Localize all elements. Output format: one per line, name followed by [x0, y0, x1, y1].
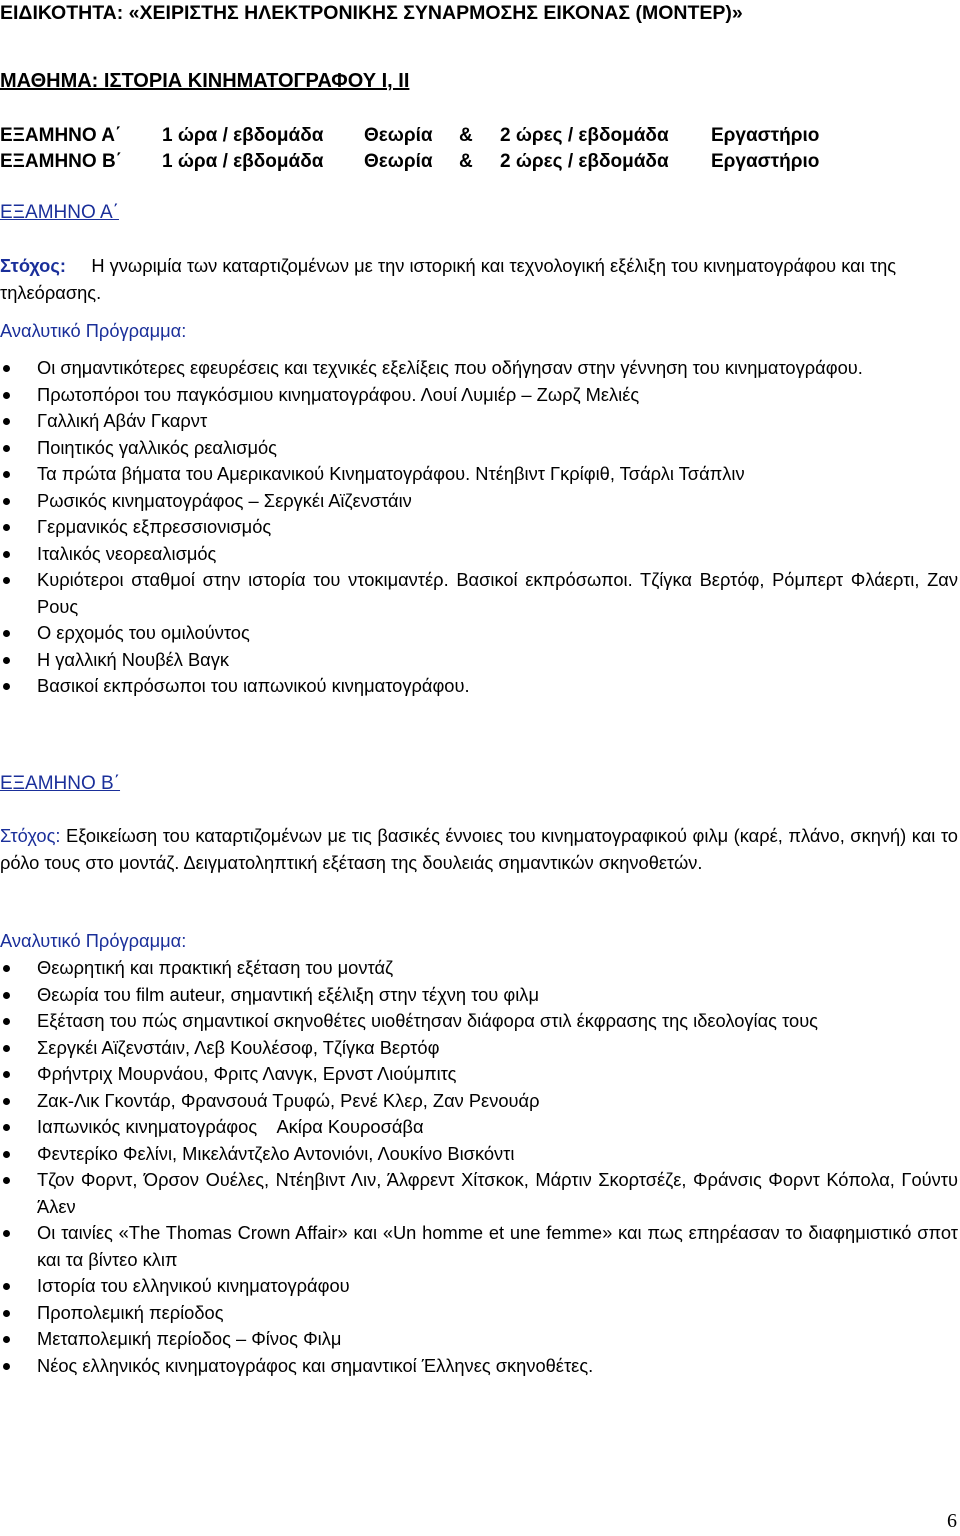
schedule-semester: ΕΞΑΜΗΝΟ Α΄ — [0, 125, 122, 146]
list-item: Ιταλικός νεορεαλισμός — [0, 541, 958, 568]
course-title: ΜΑΘΗΜΑ: ΙΣΤΟΡΙΑ ΚΙΝΗΜΑΤΟΓΡΑΦΟΥ Ι, ΙΙ — [0, 70, 410, 92]
schedule-theory: Θεωρία — [364, 151, 433, 172]
bullet-icon — [3, 657, 10, 664]
schedule-ampersand: & — [459, 151, 473, 172]
bullet-icon — [3, 1071, 10, 1078]
semester-a-syllabus-list — [0, 355, 958, 700]
bullet-icon — [3, 445, 10, 452]
list-item: Οι ταινίες «The Thomas Crown Affair» και «Un homme et une femme» και πως επηρέασαν το διαφημιστικό σποτ και τα βίντεο κλιπ — [0, 1220, 958, 1273]
semester-b-goal — [0, 823, 958, 876]
semester-a-goal — [0, 253, 960, 306]
goal-text: Εξοικείωση του καταρτιζομένων με τις βασικές έννοιες του κινηματογραφικού φιλμ (καρέ, πλάνο, σκηνή) και το ρόλο τους στο μοντάζ. Δειγματοληπτική εξέταση της δουλειάς σημαντικών σκηνοθετών. — [0, 825, 958, 873]
bullet-icon — [3, 1336, 10, 1343]
list-item: Νέος ελληνικός κινηματογράφος και σημαντικοί Έλληνες σκηνοθέτες. — [0, 1353, 958, 1380]
list-item: Ο ερχομός του ομιλούντος — [0, 620, 958, 647]
bullet-icon — [3, 992, 10, 999]
list-item: Τα πρώτα βήματα του Αμερικανικού Κινηματογράφου. Ντέηβιντ Γκρίφιθ, Τσάρλι Τσάπλιν — [0, 461, 958, 488]
bullet-icon — [3, 1151, 10, 1158]
semester-b-syllabus-list — [0, 955, 958, 1379]
bullet-icon — [3, 1310, 10, 1317]
goal-label: Στόχος: — [0, 825, 61, 846]
list-item: Ποιητικός γαλλικός ρεαλισμός — [0, 435, 958, 462]
schedule-lab: Εργαστήριο — [711, 151, 820, 172]
bullet-icon — [3, 524, 10, 531]
bullet-icon — [3, 1177, 10, 1184]
bullet-icon — [3, 471, 10, 478]
bullet-icon — [3, 1018, 10, 1025]
bullet-icon — [3, 577, 10, 584]
schedule-theory: Θεωρία — [364, 125, 433, 146]
bullet-icon — [3, 1098, 10, 1105]
list-item: Ιαπωνικός κινηματογράφος Ακίρα Κουροσάβα — [0, 1114, 958, 1141]
list-item: Φρήντριχ Μουρνάου, Φριτς Λανγκ, Ερνστ Λιούμπιτς — [0, 1061, 958, 1088]
semester-a-heading: ΕΞΑΜΗΝΟ Α΄ — [0, 202, 119, 223]
list-item: Μεταπολεμική περίοδος – Φίνος Φιλμ — [0, 1326, 958, 1353]
bullet-icon — [3, 1283, 10, 1290]
bullet-icon — [3, 418, 10, 425]
semester-b-heading: ΕΞΑΜΗΝΟ Β΄ — [0, 773, 121, 794]
list-item: Γερμανικός εξπρεσσιονισμός — [0, 514, 958, 541]
schedule-theory-hours: 1 ώρα / εβδομάδα — [162, 125, 324, 146]
list-item: Γαλλική Αβάν Γκαρντ — [0, 408, 958, 435]
bullet-icon — [3, 683, 10, 690]
list-item: Βασικοί εκπρόσωποι του ιαπωνικού κινηματογράφου. — [0, 673, 958, 700]
list-item: Η γαλλική Νουβέλ Βαγκ — [0, 647, 958, 674]
page-number: 6 — [947, 1510, 957, 1532]
list-item: Θεωρητική και πρακτική εξέταση του μοντάζ — [0, 955, 958, 982]
goal-text: Η γνωριμία των καταρτιζομένων με την ιστορική και τεχνολογική εξέλιξη του κινηματογράφου και της τηλεόρασης. — [0, 255, 897, 303]
bullet-icon — [3, 365, 10, 372]
specialty-title: ΕΙΔΙΚΟΤΗΤΑ: «ΧΕΙΡΙΣΤΗΣ ΗΛΕΚΤΡΟΝΙΚΗΣ ΣΥΝΑΡΜΟΣΗΣ ΕΙΚΟΝΑΣ (ΜΟΝΤΕΡ)» — [0, 2, 743, 24]
bullet-icon — [3, 1124, 10, 1131]
schedule-theory-hours: 1 ώρα / εβδομάδα — [162, 151, 324, 172]
bullet-icon — [3, 392, 10, 399]
list-item: Ρωσικός κινηματογράφος – Σεργκέι Αϊζενστάιν — [0, 488, 958, 515]
schedule-lab: Εργαστήριο — [711, 125, 820, 146]
goal-label: Στόχος: — [0, 255, 66, 276]
list-item: Θεωρία του film auteur, σημαντική εξέλιξη στην τέχνη του φιλμ — [0, 982, 958, 1009]
bullet-icon — [3, 498, 10, 505]
list-item: Τζον Φορντ, Όρσον Ουέλες, Ντέηβιντ Λιν, Άλφρεντ Χίτσκοκ, Μάρτιν Σκορτσέζε, Φράνσις Φορντ Κόπολα, Γούντυ Άλεν — [0, 1167, 958, 1220]
schedule-lab-hours: 2 ώρες / εβδομάδα — [500, 125, 669, 146]
semester-a-syllabus-heading: Αναλυτικό Πρόγραμμα: — [0, 320, 187, 341]
schedule-semester: ΕΞΑΜΗΝΟ Β΄ — [0, 151, 122, 172]
list-item: Προπολεμική περίοδος — [0, 1300, 958, 1327]
list-item: Κυριότεροι σταθμοί στην ιστορία του ντοκιμαντέρ. Βασικοί εκπρόσωποι. Τζίγκα Βερτόφ, Ρόμπερτ Φλάερτι, Ζαν Ρους — [0, 567, 958, 620]
schedule-ampersand: & — [459, 125, 473, 146]
semester-b-syllabus-heading: Αναλυτικό Πρόγραμμα: — [0, 930, 187, 951]
list-item: Πρωτοπόροι του παγκόσμιου κινηματογράφου. Λουί Λυμιέρ – Ζωρζ Μελιές — [0, 382, 958, 409]
bullet-icon — [3, 965, 10, 972]
list-item: Ιστορία του ελληνικού κινηματογράφου — [0, 1273, 958, 1300]
list-item: Ζακ-Λικ Γκοντάρ, Φρανσουά Τρυφώ, Ρενέ Κλερ, Ζαν Ρενουάρ — [0, 1088, 958, 1115]
schedule-lab-hours: 2 ώρες / εβδομάδα — [500, 151, 669, 172]
bullet-icon — [3, 551, 10, 558]
list-item: Εξέταση του πώς σημαντικοί σκηνοθέτες υιοθέτησαν διάφορα στιλ έκφρασης της ιδεολογίας τους — [0, 1008, 958, 1035]
bullet-icon — [3, 1363, 10, 1370]
list-item: Σεργκέι Αϊζενστάιν, Λεβ Κουλέσοφ, Τζίγκα Βερτόφ — [0, 1035, 958, 1062]
list-item: Φεντερίκο Φελίνι, Μικελάντζελο Αντονιόνι, Λουκίνο Βισκόντι — [0, 1141, 958, 1168]
bullet-icon — [3, 630, 10, 637]
list-item: Οι σημαντικότερες εφευρέσεις και τεχνικές εξελίξεις που οδήγησαν στην γέννηση του κινηματογράφου. — [0, 355, 958, 382]
bullet-icon — [3, 1045, 10, 1052]
bullet-icon — [3, 1230, 10, 1237]
